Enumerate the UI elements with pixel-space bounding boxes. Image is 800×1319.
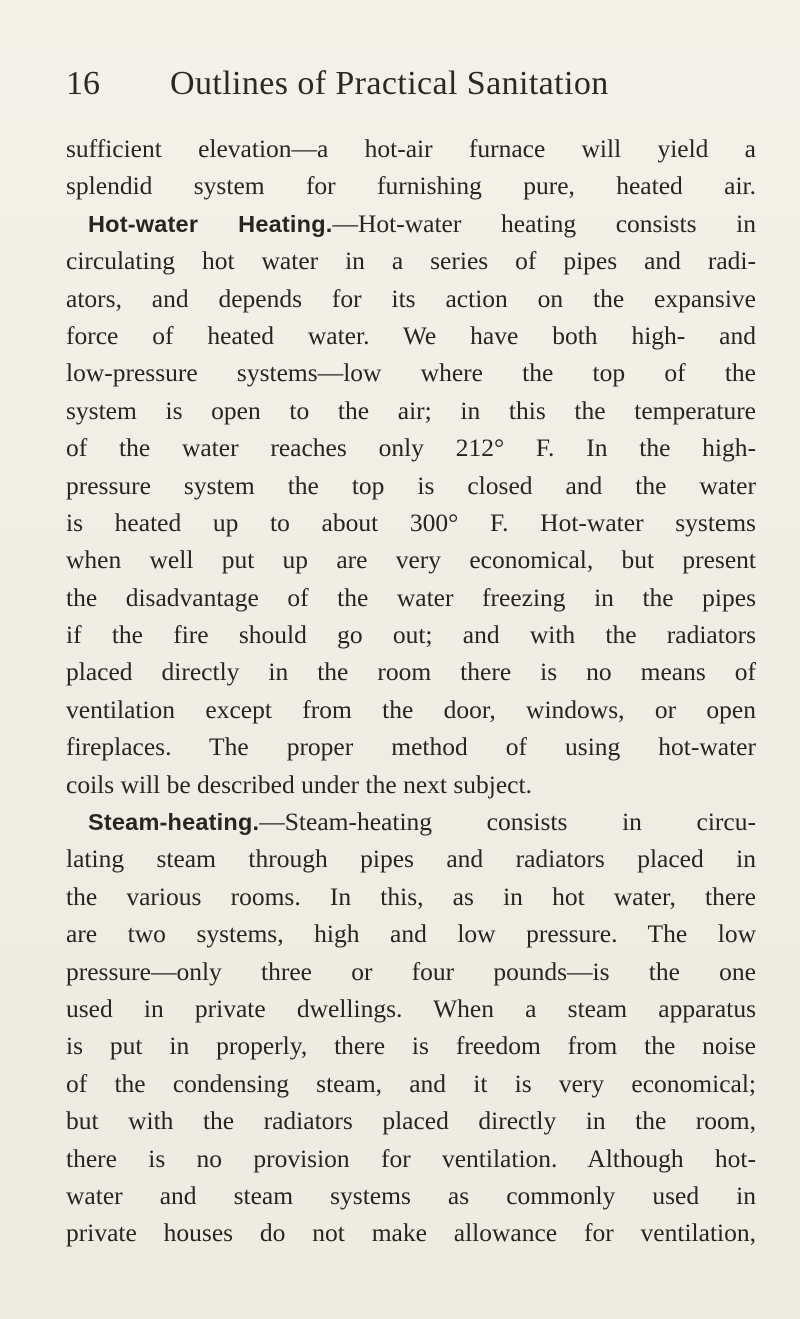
text-line: of the water reaches only 212° F. In the high- xyxy=(66,433,756,463)
text-line: the disadvantage of the water freezing in the pipes xyxy=(66,582,756,612)
text-line: used in private dwellings. When a steam apparatus xyxy=(66,993,756,1023)
text-line: low-pressure systems—low where the top of the xyxy=(66,358,756,388)
text-line: placed directly in the room there is no means of xyxy=(66,657,756,687)
text-line: fireplaces. The proper method of using hot-water xyxy=(66,732,756,762)
text-line: pressure system the top is closed and the water xyxy=(66,470,756,500)
text-line: system is open to the air; in this the temperature xyxy=(66,395,756,425)
text-line: ventilation except from the door, windows, or open xyxy=(66,694,756,724)
text-line: splendid system for furnishing pure, heated air. xyxy=(66,171,756,201)
body-text xyxy=(66,130,756,1252)
text-line: private houses do not make allowance for ventilation, xyxy=(66,1218,756,1248)
section-heading: Steam-heating. xyxy=(88,809,260,836)
text-line: coils will be described under the next subject. xyxy=(66,769,532,799)
running-title: Outlines of Practical Sanitation xyxy=(170,65,609,102)
section-heading: Hot-water Heating. xyxy=(88,210,333,237)
text-line: sufficient elevation—a hot-air furnace will yield a xyxy=(66,134,756,163)
text-line: ators, and depends for its action on the expansive xyxy=(66,283,756,313)
page-number: 16 xyxy=(66,65,100,102)
running-head xyxy=(66,62,766,106)
text-line: are two systems, high and low pressure. The low xyxy=(66,919,756,949)
text-run: —Hot-water heating consists in xyxy=(332,208,756,238)
text-line: is put in properly, there is freedom from the noise xyxy=(66,1031,756,1061)
section-heading-line xyxy=(66,803,756,840)
text-line: when well put up are very economical, but present xyxy=(66,545,756,575)
text-line: the various rooms. In this, as in hot water, there xyxy=(66,881,756,911)
text-line: circulating hot water in a series of pipes and radi- xyxy=(66,246,756,276)
text-line: there is no provision for ventilation. Although hot- xyxy=(66,1143,756,1173)
text-line: force of heated water. We have both high- and xyxy=(66,320,756,350)
text-line: pressure—only three or four pounds—is the one xyxy=(66,956,756,986)
section-heading-line xyxy=(66,205,756,242)
text-line: of the condensing steam, and it is very economical; xyxy=(66,1068,756,1098)
text-line: if the fire should go out; and with the radiators xyxy=(66,620,756,650)
text-line: but with the radiators placed directly in the room, xyxy=(66,1106,756,1136)
text-line: water and steam systems as commonly used in xyxy=(66,1180,756,1210)
text-line: is heated up to about 300° F. Hot-water systems xyxy=(66,507,756,537)
text-run: —Steam-heating consists in circu- xyxy=(259,807,756,837)
text-line: lating steam through pipes and radiators placed in xyxy=(66,844,756,874)
